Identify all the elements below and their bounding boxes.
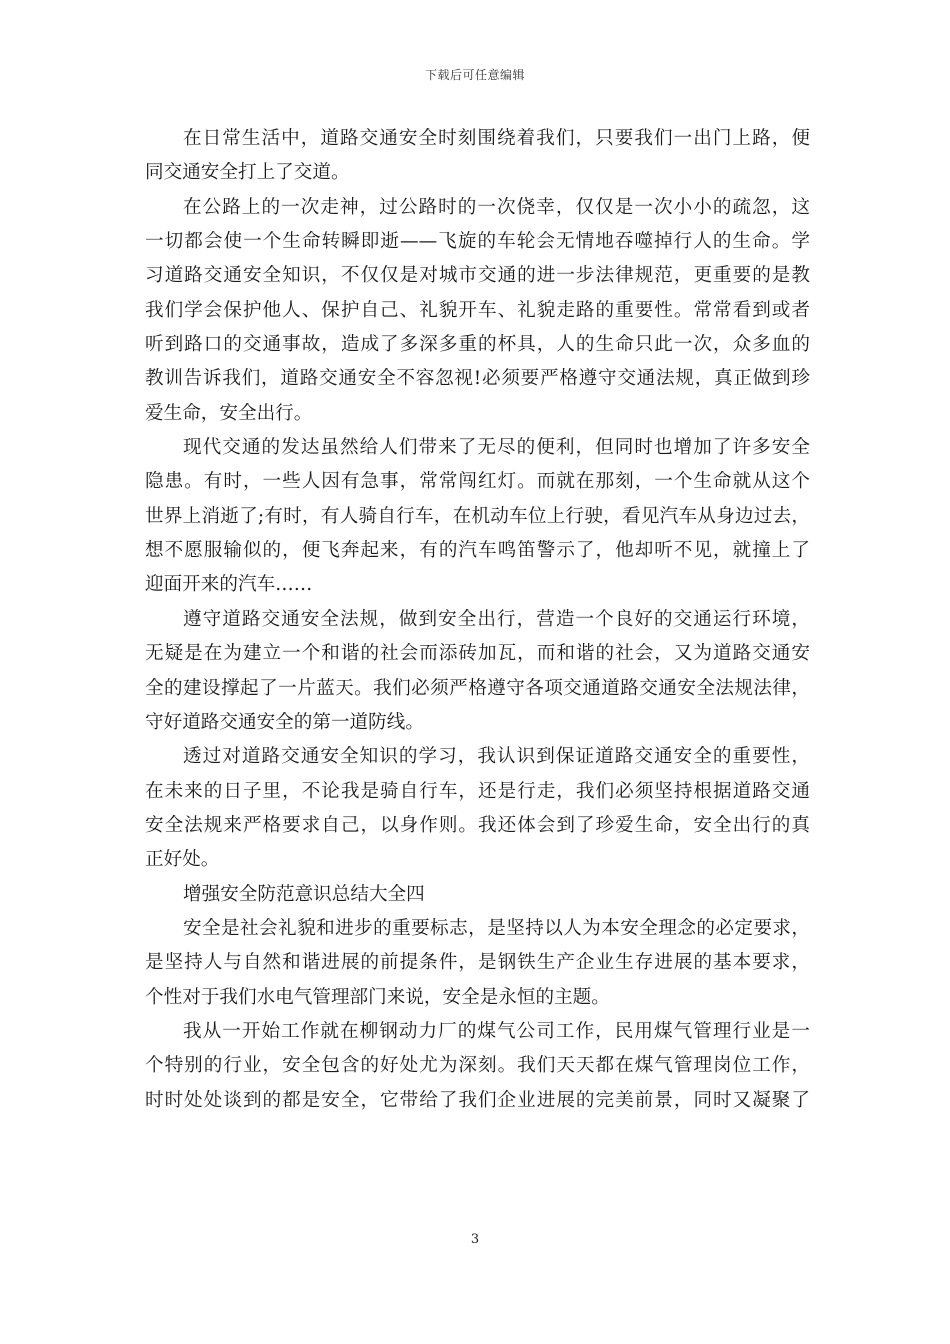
text-line: 听到路口的交通事故，造成了多深多重的杯具，人的生命只此一次，众多血的 <box>145 334 810 356</box>
text-line: 世界上消逝了;有时，有人骑自行车，在机动车位上行驶，看见汽车从身边过去， <box>145 505 810 527</box>
page-header: 下载后可任意编辑 <box>424 68 525 82</box>
text-line: 遵守道路交通安全法规，做到安全出行，营造一个良好的交通运行环境， <box>183 608 810 630</box>
text-line: 安全是社会礼貌和进步的重要标志，是坚持以人为本安全理念的必定要求， <box>183 917 810 939</box>
text-line: 无疑是在为建立一个和谐的社会而添砖加瓦，而和谐的社会，又为道路交通安 <box>145 643 810 665</box>
text-line: 正好处。 <box>145 849 220 871</box>
text-line: 教训告诉我们，道路交通安全不容忽视!必须要严格遵守交通法规，真正做到珍 <box>145 368 810 390</box>
text-line: 想不愿服输似的，便飞奔起来，有的汽车鸣笛警示了，他却听不见，就撞上了 <box>145 540 810 562</box>
text-line: 个性对于我们水电气管理部门来说，安全是永恒的主题。 <box>145 986 610 1008</box>
text-line: 迎面开来的汽车…… <box>145 574 313 596</box>
text-line: 在未来的日子里，不论我是骑自行车，还是行走，我们必须坚持根据道路交通 <box>145 780 810 802</box>
text-line: 个特别的行业，安全包含的好处尤为深刻。我们天天都在煤气管理岗位工作， <box>145 1055 810 1077</box>
text-line: 安全法规来严格要求自己，以身作则。我还体会到了珍爱生命，安全出行的真 <box>145 814 810 836</box>
text-line: 在公路上的一次走神，过公路时的一次侥幸，仅仅是一次小小的疏忽，这 <box>183 196 810 218</box>
page-number: 3 <box>470 1232 480 1247</box>
text-line: 守好道路交通安全的第一道防线。 <box>145 711 424 733</box>
text-line: 时时处处谈到的都是安全，它带给了我们企业进展的完美前景，同时又凝聚了 <box>145 1089 810 1111</box>
text-line: 我们学会保护他人、保护自己、礼貌开车、礼貌走路的重要性。常常看到或者 <box>145 299 810 321</box>
text-line: 隐患。有时，一些人因有急事，常常闯红灯。而就在那刻，一个生命就从这个 <box>145 471 810 493</box>
text-line: 在日常生活中，道路交通安全时刻围绕着我们，只要我们一出门上路，便 <box>183 128 810 149</box>
text-line: 透过对道路交通安全知识的学习，我认识到保证道路交通安全的重要性， <box>183 746 810 768</box>
section-heading: 增强安全防范意识总结大全四 <box>183 883 425 905</box>
document-body <box>145 122 810 1118</box>
text-line: 现代交通的发达虽然给人们带来了无尽的便利，但同时也增加了许多安全 <box>183 437 810 459</box>
text-line: 一切都会使一个生命转瞬即逝——飞旋的车轮会无情地吞噬掉行人的生命。学 <box>145 231 810 253</box>
text-line: 我从一开始工作就在柳钢动力厂的煤气公司工作，民用煤气管理行业是一 <box>183 1020 810 1042</box>
text-line: 全的建设撑起了一片蓝天。我们必须严格遵守各项交通道路交通安全法规法律， <box>145 677 810 699</box>
text-line: 习道路交通安全知识，不仅仅是对城市交通的进一步法律规范，更重要的是教 <box>145 265 810 287</box>
text-line: 是坚持人与自然和谐进展的前提条件，是钢铁生产企业生存进展的基本要求， <box>145 952 810 974</box>
text-line: 同交通安全打上了交道。 <box>145 162 350 184</box>
text-line: 爱生命，安全出行。 <box>145 402 313 424</box>
